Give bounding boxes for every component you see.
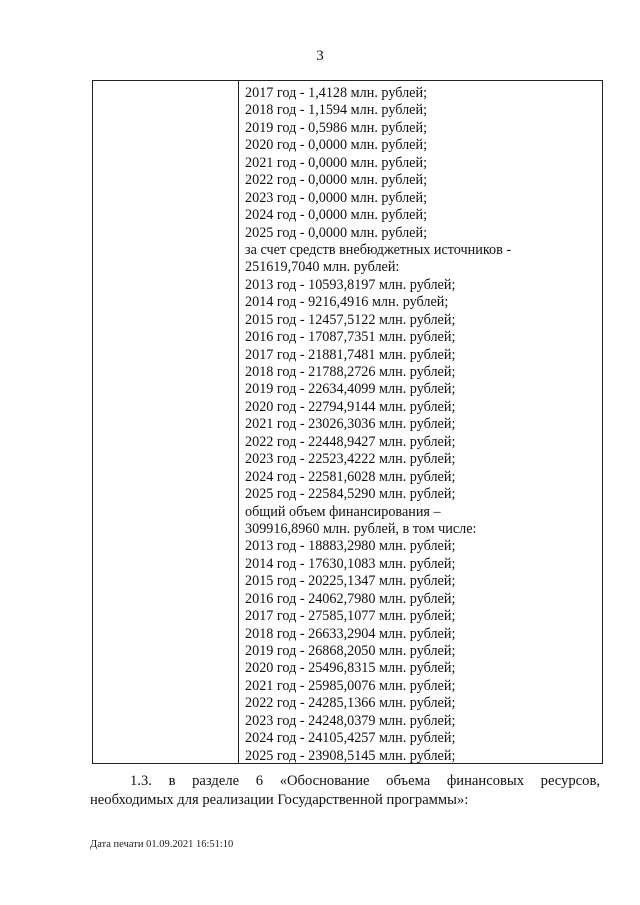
funding-line: 2024 год - 22581,6028 млн. рублей; (245, 468, 456, 485)
funding-line: 2023 год - 22523,4222 млн. рублей; (245, 451, 456, 468)
paragraph-line-1: 1.3. в разделе 6 «Обоснование объема финансовых ресурсов, (130, 773, 600, 789)
funding-table (92, 80, 603, 764)
funding-line: 2015 год - 12457,5122 млн. рублей; (245, 311, 456, 328)
funding-line: 2019 год - 0,5986 млн. рублей; (245, 119, 428, 136)
funding-line: 2022 год - 22448,9427 млн. рублей; (245, 433, 456, 450)
funding-line: 2020 год - 0,0000 млн. рублей; (245, 137, 428, 154)
table-column-divider (238, 81, 239, 763)
funding-line: 2014 год - 17630,1083 млн. рублей; (245, 555, 456, 572)
funding-line: 251619,7040 млн. рублей: (245, 259, 400, 276)
funding-line: 2018 год - 1,1594 млн. рублей; (245, 102, 428, 119)
funding-line: 2021 год - 0,0000 млн. рублей; (245, 154, 428, 171)
funding-line: 2018 год - 26633,2904 млн. рублей; (245, 625, 456, 642)
funding-line: 2019 год - 22634,4099 млн. рублей; (245, 381, 456, 398)
funding-line: 2022 год - 24285,1366 млн. рублей; (245, 695, 456, 712)
funding-line: 2020 год - 22794,9144 млн. рублей; (245, 398, 456, 415)
funding-line: 2014 год - 9216,4916 млн. рублей; (245, 294, 449, 311)
funding-line: 2013 год - 10593,8197 млн. рублей; (245, 276, 456, 293)
print-date-footer: Дата печати 01.09.2021 16:51:10 (90, 839, 234, 850)
funding-line: 2013 год - 18883,2980 млн. рублей; (245, 538, 456, 555)
funding-line: 2015 год - 20225,1347 млн. рублей; (245, 573, 456, 590)
section-paragraph (90, 772, 600, 810)
funding-line: 2021 год - 25985,0076 млн. рублей; (245, 677, 456, 694)
funding-line: 2016 год - 17087,7351 млн. рублей; (245, 329, 456, 346)
funding-line: 2024 год - 0,0000 млн. рублей; (245, 207, 428, 224)
funding-line: 2023 год - 0,0000 млн. рублей; (245, 189, 428, 206)
funding-line: 2017 год - 21881,7481 млн. рублей; (245, 346, 456, 363)
funding-line: 2020 год - 25496,8315 млн. рублей; (245, 660, 456, 677)
funding-line: 2017 год - 27585,1077 млн. рублей; (245, 608, 456, 625)
paragraph-line-2: необходимых для реализации Государственной программы»: (90, 792, 469, 808)
funding-line: 2017 год - 1,4128 млн. рублей; (245, 85, 428, 101)
funding-line: 2019 год - 26868,2050 млн. рублей; (245, 643, 456, 659)
funding-line: 2021 год - 23026,3036 млн. рублей; (245, 416, 456, 433)
funding-line: 2025 год - 23908,5145 млн. рублей; (245, 747, 456, 764)
funding-line: 2022 год - 0,0000 млн. рублей; (245, 172, 428, 189)
funding-line: общий объем финансирования – (245, 503, 441, 520)
funding-line: 2025 год - 0,0000 млн. рублей; (245, 224, 428, 241)
funding-line: 2016 год - 24062,7980 млн. рублей; (245, 590, 456, 607)
page-number: 3 (316, 48, 324, 64)
funding-line: за счет средств внебюджетных источников - (245, 241, 512, 258)
funding-line: 2018 год - 21788,2726 млн. рублей; (245, 364, 456, 380)
funding-line: 2025 год - 22584,5290 млн. рублей; (245, 486, 456, 503)
funding-line: 2024 год - 24105,4257 млн. рублей; (245, 730, 456, 747)
funding-line: 309916,8960 млн. рублей, в том числе: (245, 520, 477, 537)
funding-line: 2023 год - 24248,0379 млн. рублей; (245, 712, 456, 729)
funding-lines (245, 85, 595, 765)
